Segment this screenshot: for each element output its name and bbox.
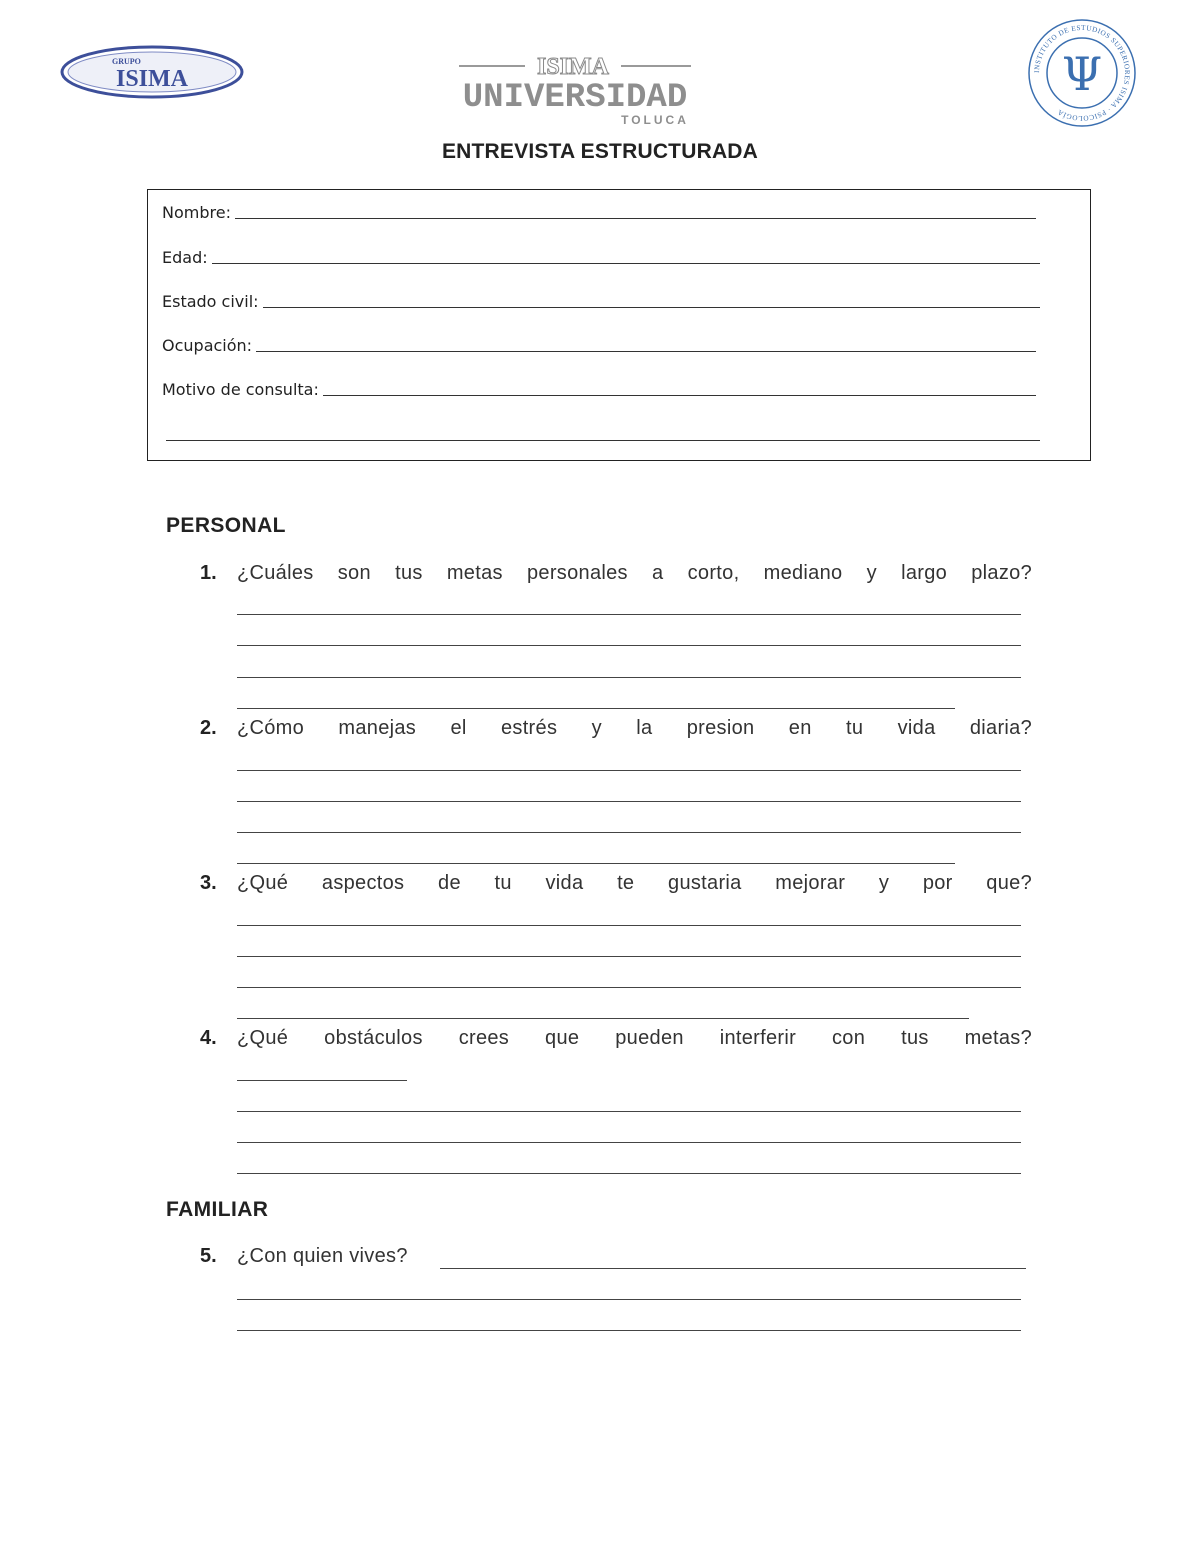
estado-civil-field[interactable] (162, 287, 1040, 311)
ocupacion-line[interactable] (256, 351, 1036, 352)
answer-line[interactable] (237, 1111, 1021, 1112)
question-number: 1. (200, 562, 217, 584)
section-personal-heading: PERSONAL (166, 514, 286, 537)
motivo-consulta-extra-line[interactable] (166, 440, 1040, 441)
answer-line[interactable] (237, 770, 1021, 771)
answer-line[interactable] (237, 925, 1021, 926)
logo-left-small-text: GRUPO (112, 57, 141, 66)
edad-line[interactable] (212, 263, 1040, 264)
ocupacion-field[interactable] (162, 331, 1040, 355)
answer-line[interactable] (237, 832, 1021, 833)
question-number: 4. (200, 1027, 217, 1049)
ocupacion-label: Ocupación: (162, 336, 253, 355)
answer-line[interactable] (237, 708, 955, 709)
motivo-consulta-extra-field[interactable] (162, 420, 1040, 444)
estado-civil-line[interactable] (263, 307, 1040, 308)
seal-ring-text: INSTITUTO DE ESTUDIOS SUPERIORES ISIMA · PSICOLOGÍA (1032, 23, 1132, 123)
grupo-isima-logo (58, 42, 246, 102)
answer-line[interactable] (237, 1142, 1021, 1143)
edad-field[interactable] (162, 243, 1040, 267)
isima-universidad-logo (455, 50, 695, 128)
answer-line[interactable] (237, 614, 1021, 615)
motivo-consulta-label: Motivo de consulta: (162, 380, 319, 399)
estado-civil-label: Estado civil: (162, 292, 259, 311)
section-familiar-heading: FAMILIAR (166, 1198, 269, 1221)
logo-center-sub-text: TOLUCA (621, 113, 689, 127)
motivo-consulta-field[interactable] (162, 375, 1040, 399)
logo-center-main-text: UNIVERSIDAD (462, 79, 688, 117)
answer-line[interactable] (237, 1018, 969, 1019)
answer-line[interactable] (237, 987, 1021, 988)
question-text: ¿Qué obstáculos crees que pueden interferir con tus metas? (237, 1027, 1032, 1049)
logo-center-top-text: ISIMA (536, 54, 610, 80)
psychology-seal-logo (1025, 18, 1139, 128)
answer-line[interactable] (237, 1173, 1021, 1174)
question-number: 5. (200, 1245, 217, 1267)
answer-line[interactable] (237, 677, 1021, 678)
nombre-field[interactable] (162, 198, 1040, 222)
document-title: ENTREVISTA ESTRUCTURADA (441, 140, 759, 163)
answer-line[interactable] (237, 1299, 1021, 1300)
edad-label: Edad: (162, 248, 208, 267)
answer-line[interactable] (237, 801, 1021, 802)
question-text: ¿Con quien vives? (237, 1245, 408, 1267)
logo-left-main-text: ISIMA (115, 66, 189, 92)
patient-info-box (147, 189, 1091, 461)
psi-icon: Ψ (1061, 47, 1103, 101)
answer-line[interactable] (237, 1330, 1021, 1331)
question-number: 2. (200, 717, 217, 739)
nombre-line[interactable] (235, 218, 1036, 219)
motivo-consulta-line[interactable] (323, 395, 1036, 396)
question-text: ¿Qué aspectos de tu vida te gustaria mejorar y por que? (237, 872, 1032, 894)
answer-line[interactable] (237, 863, 955, 864)
answer-line[interactable] (440, 1268, 1026, 1269)
question-number: 3. (200, 872, 217, 894)
question-text: ¿Cómo manejas el estrés y la presion en tu vida diaria? (237, 717, 1032, 739)
question-text: ¿Cuáles son tus metas personales a corto, mediano y largo plazo? (237, 562, 1032, 584)
answer-line[interactable] (237, 645, 1021, 646)
nombre-label: Nombre: (162, 203, 231, 222)
answer-line[interactable] (237, 1080, 407, 1081)
answer-line[interactable] (237, 956, 1021, 957)
